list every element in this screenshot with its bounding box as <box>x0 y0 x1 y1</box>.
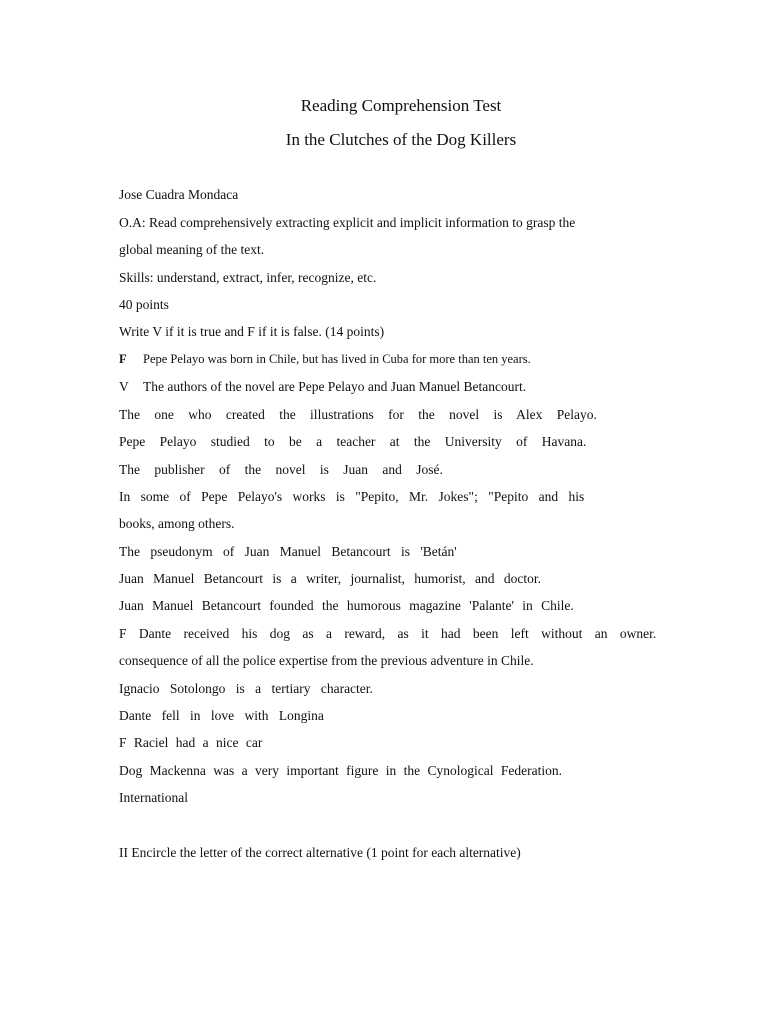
statement-13: F Raciel had a nice car <box>119 735 263 750</box>
document-title: Reading Comprehension Test <box>300 96 502 115</box>
skills-line: Skills: understand, extract, infer, recognize, etc. <box>119 270 377 285</box>
document-subtitle: In the Clutches of the Dog Killers <box>285 130 517 149</box>
objective-line-2: global meaning of the text. <box>119 242 265 257</box>
statement-14: Dog Mackenna was a very important figure in the Cynological Federation. <box>119 763 563 778</box>
section2-instruction: II Encircle the letter of the correct alternative (1 point for each alternative) <box>119 845 521 860</box>
statement-14-continued: International <box>119 790 188 805</box>
answer-mark: V <box>119 379 129 394</box>
section1-instruction: Write V if it is true and F if it is false. (14 points) <box>119 324 385 339</box>
statement-4: Pepe Pelayo studied to be a teacher at the University of Havana. <box>119 434 587 449</box>
statement-2 <box>119 379 526 395</box>
statement-3: The one who created the illustrations for the novel is Alex Pelayo. <box>119 407 597 422</box>
objective-line-1: O.A: Read comprehensively extracting explicit and implicit information to grasp the <box>119 215 576 230</box>
statement-7: The pseudonym of Juan Manuel Betancourt is 'Betán' <box>119 544 457 559</box>
statement-text: Pepe Pelayo was born in Chile, but has lived in Cuba for more than ten years. <box>143 352 531 366</box>
statement-6-continued: books, among others. <box>119 516 235 531</box>
points-line: 40 points <box>119 297 169 312</box>
statement-6: In some of Pepe Pelayo's works is "Pepito, Mr. Jokes"; "Pepito and his <box>119 489 585 504</box>
statement-9: Juan Manuel Betancourt founded the humorous magazine 'Palante' in Chile. <box>119 598 574 613</box>
statement-10-continued: consequence of all the police expertise from the previous adventure in Chile. <box>119 653 534 668</box>
answer-mark: F <box>119 352 127 366</box>
statement-8: Juan Manuel Betancourt is a writer, journalist, humorist, and doctor. <box>119 571 542 586</box>
statement-10: F Dante received his dog as a reward, as it had been left without an owner. <box>119 626 657 641</box>
statement-5: The publisher of the novel is Juan and José. <box>119 462 443 477</box>
statement-1 <box>119 352 531 367</box>
statement-12: Dante fell in love with Longina <box>119 708 324 723</box>
statement-11: Ignacio Sotolongo is a tertiary character. <box>119 681 373 696</box>
statement-text: The authors of the novel are Pepe Pelayo and Juan Manuel Betancourt. <box>143 379 527 394</box>
author-name: Jose Cuadra Mondaca <box>119 187 239 202</box>
